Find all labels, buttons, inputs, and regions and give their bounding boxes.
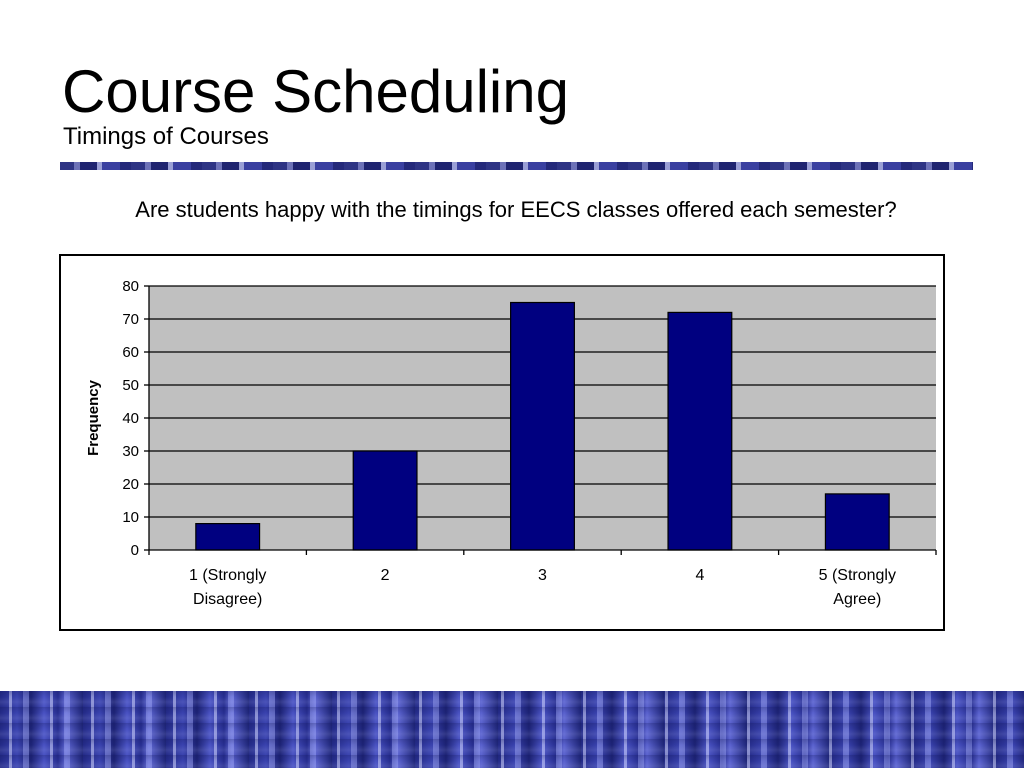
- y-tick-label: 0: [130, 542, 139, 559]
- x-tick-label: 1 (Strongly Disagree): [189, 567, 267, 608]
- bar: [825, 494, 889, 550]
- y-tick-label: 10: [122, 509, 139, 526]
- y-tick-label: 40: [122, 410, 139, 427]
- y-tick-label: 20: [122, 476, 139, 493]
- y-tick-labels: [122, 278, 139, 559]
- title-divider: [60, 162, 973, 170]
- y-tick-label: 80: [122, 278, 139, 295]
- bar: [668, 312, 732, 550]
- x-tick-labels: [189, 567, 896, 608]
- slide-subtitle: Timings of Courses: [63, 123, 269, 150]
- bar: [196, 524, 260, 550]
- x-tick-label: 5 (Strongly Agree): [818, 567, 896, 608]
- x-tick-label: 2: [380, 567, 390, 584]
- survey-question: Are students happy with the timings for EECS classes offered each semester?: [135, 197, 897, 222]
- x-tick-label: 4: [695, 567, 705, 584]
- bar: [353, 451, 417, 550]
- bar: [511, 303, 575, 551]
- y-tick-label: 30: [122, 443, 139, 460]
- y-axis-label: Frequency: [85, 380, 102, 456]
- chart-frame: [59, 254, 945, 631]
- x-tick-label: 3: [538, 567, 547, 584]
- footer-decoration: [0, 691, 1024, 768]
- y-tick-label: 50: [122, 377, 139, 394]
- y-tick-label: 60: [122, 344, 139, 361]
- y-tick-label: 70: [122, 311, 139, 328]
- bar-chart: [61, 256, 943, 629]
- slide-title: Course Scheduling: [62, 58, 569, 125]
